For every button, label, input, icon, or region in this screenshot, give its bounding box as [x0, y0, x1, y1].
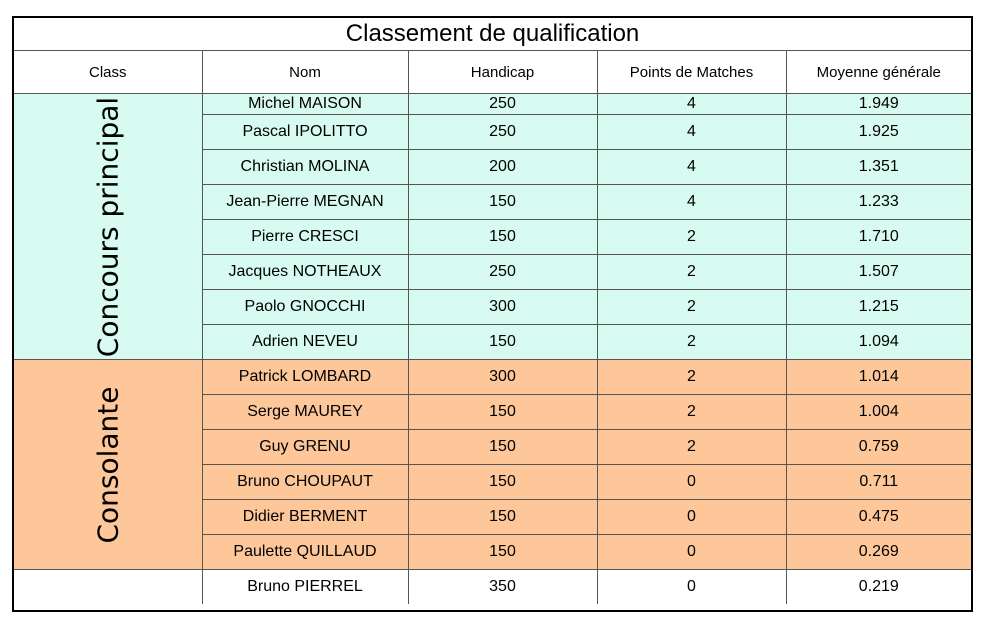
- sheet-title: Classement de qualification: [14, 18, 971, 51]
- cell-moyenne: 1.351: [786, 150, 971, 185]
- cell-handicap: 150: [408, 500, 597, 535]
- cell-moyenne: 1.215: [786, 290, 971, 325]
- cell-points: 0: [597, 570, 786, 605]
- cell-points: 2: [597, 395, 786, 430]
- cell-moyenne: 0.269: [786, 535, 971, 570]
- group-label-principal: Concours principal: [91, 96, 125, 357]
- cell-points: 2: [597, 220, 786, 255]
- header-points: Points de Matches: [597, 51, 786, 94]
- header-moyenne: Moyenne générale: [786, 51, 971, 94]
- cell-moyenne: 0.759: [786, 430, 971, 465]
- cell-nom: Christian MOLINA: [202, 150, 408, 185]
- table-row: [14, 570, 971, 605]
- cell-points: 2: [597, 290, 786, 325]
- cell-points: 2: [597, 255, 786, 290]
- header-handicap: Handicap: [408, 51, 597, 94]
- cell-handicap: 150: [408, 430, 597, 465]
- cell-points: 2: [597, 325, 786, 360]
- cell-points: 4: [597, 115, 786, 150]
- cell-nom: Jacques NOTHEAUX: [202, 255, 408, 290]
- table-row: [14, 94, 971, 115]
- cell-handicap: 150: [408, 325, 597, 360]
- cell-moyenne: 1.004: [786, 395, 971, 430]
- cell-nom: Didier BERMENT: [202, 500, 408, 535]
- cell-nom: Patrick LOMBARD: [202, 360, 408, 395]
- cell-handicap: 150: [408, 395, 597, 430]
- group-cell-principal: [14, 94, 202, 360]
- cell-nom: Pierre CRESCI: [202, 220, 408, 255]
- cell-class-empty: [14, 570, 202, 605]
- cell-moyenne: 1.925: [786, 115, 971, 150]
- cell-moyenne: 1.507: [786, 255, 971, 290]
- cell-points: 4: [597, 94, 786, 115]
- cell-nom: Guy GRENU: [202, 430, 408, 465]
- cell-moyenne: 0.219: [786, 570, 971, 605]
- cell-handicap: 300: [408, 360, 597, 395]
- table-row: [14, 360, 971, 395]
- cell-nom: Pascal IPOLITTO: [202, 115, 408, 150]
- cell-moyenne: 1.710: [786, 220, 971, 255]
- qualification-sheet: [12, 16, 973, 612]
- cell-moyenne: 1.014: [786, 360, 971, 395]
- cell-moyenne: 0.475: [786, 500, 971, 535]
- cell-points: 2: [597, 360, 786, 395]
- cell-handicap: 150: [408, 465, 597, 500]
- cell-handicap: 150: [408, 535, 597, 570]
- cell-points: 0: [597, 535, 786, 570]
- cell-handicap: 150: [408, 220, 597, 255]
- cell-handicap: 350: [408, 570, 597, 605]
- cell-handicap: 250: [408, 255, 597, 290]
- cell-points: 0: [597, 465, 786, 500]
- cell-handicap: 150: [408, 185, 597, 220]
- group-label-consolante: Consolante: [91, 385, 125, 544]
- cell-points: 0: [597, 500, 786, 535]
- cell-moyenne: 1.094: [786, 325, 971, 360]
- cell-handicap: 250: [408, 115, 597, 150]
- cell-nom: Paulette QUILLAUD: [202, 535, 408, 570]
- header-row: [14, 51, 971, 94]
- cell-nom: Adrien NEVEU: [202, 325, 408, 360]
- cell-handicap: 250: [408, 94, 597, 115]
- cell-points: 4: [597, 150, 786, 185]
- cell-nom: Serge MAUREY: [202, 395, 408, 430]
- cell-points: 4: [597, 185, 786, 220]
- cell-nom: Bruno CHOUPAUT: [202, 465, 408, 500]
- cell-handicap: 300: [408, 290, 597, 325]
- header-class: Class: [14, 51, 202, 94]
- ranking-table: [14, 18, 971, 604]
- cell-nom: Jean-Pierre MEGNAN: [202, 185, 408, 220]
- cell-nom: Michel MAISON: [202, 94, 408, 115]
- header-nom: Nom: [202, 51, 408, 94]
- cell-moyenne: 0.711: [786, 465, 971, 500]
- cell-nom: Bruno PIERREL: [202, 570, 408, 605]
- cell-nom: Paolo GNOCCHI: [202, 290, 408, 325]
- cell-moyenne: 1.949: [786, 94, 971, 115]
- cell-points: 2: [597, 430, 786, 465]
- cell-handicap: 200: [408, 150, 597, 185]
- group-cell-consolante: [14, 360, 202, 570]
- cell-moyenne: 1.233: [786, 185, 971, 220]
